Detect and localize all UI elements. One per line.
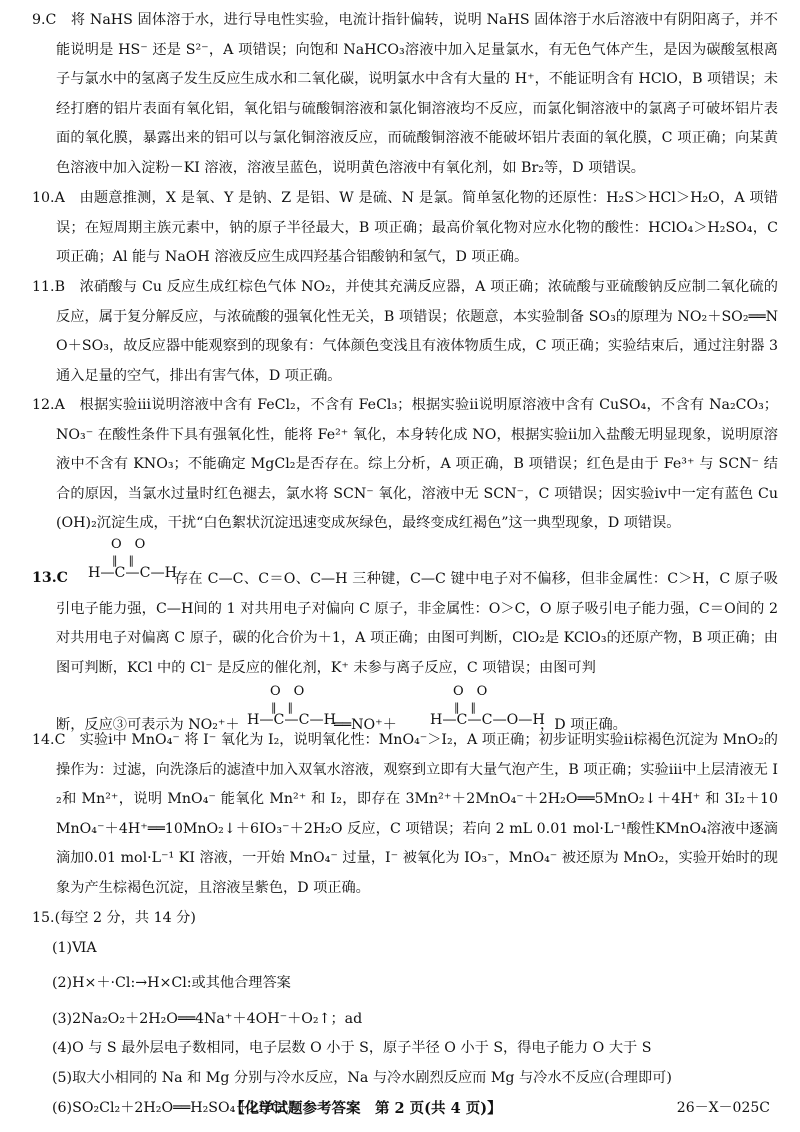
- answer-13-label: 13.C: [32, 570, 68, 586]
- answer-13: [32, 536, 778, 741]
- answer-13-first-line: [32, 536, 778, 594]
- glyoxal-oxygen-atoms: O O: [111, 537, 146, 552]
- footer-title: 【化学试题参考答案 第 2 页(共 4 页)】: [230, 1100, 502, 1117]
- glyoxal-chain: H—C—C—H: [88, 565, 178, 581]
- answer-10: [32, 184, 778, 273]
- answer-9-text: 9.C 将 NaHS 固体溶于水，进行导电性实验，电流计指针偏转，说明 NaHS 固体溶于水后溶液中有阴阳离子，并不能说明是 HS⁻ 还是 S²⁻，A 项错误；向饱和 NaHCO₃溶液中加入足量氯水，有无色气体产生，是因为碳酸氢根离子与氯水中的氢离子发生反应生成水和二氧化碳，说明氯水中含有大量的 H⁺，不能证明含有 HClO，B 项错误；未经打磨的铝片表面有氧化铝，氧化铝与硫酸铜溶液和氯化铜溶液均不反应，而氯化铜溶液中的氯离子可破坏铝片表面的氧化膜，暴露出来的铝可以与氯化铜溶液反应，而硫酸铜溶液不能破坏铝片表面的氧化膜，C 项正确；向某黄色溶液中加入淀粉－KI 溶液，溶液呈蓝色，说明黄色溶液中有氧化剂，如 Br₂等，D 项错误。: [32, 12, 778, 176]
- answer-15-part-2: (2)H×＋·Cl:→H×Cl:或其他合理答案: [52, 975, 291, 992]
- reactant-oxygen-atoms: O O: [270, 684, 305, 700]
- page-footer: [0, 1094, 800, 1124]
- answer-11-text: 11.B 浓硝酸与 Cu 反应生成红棕色气体 NO₂，并使其充满反应器，A 项正确；浓硫酸与亚硫酸钠反应制二氧化硫的反应，属于复分解反应，与浓硫酸的强氧化性无关，B 项错误；依题意，本实验制备 SO₃的原理为 NO₂＋SO₂══NO＋SO₃，故反应器中能观察到的现象有：气体颜色变浅且有液体物质生成，C 项正确；实验结束后，通过注射器 3 通入足量的空气，排出有害气体，D 项正确。: [32, 279, 778, 384]
- answer-12: [32, 391, 778, 539]
- product-double-bonds: ‖ ‖: [454, 701, 476, 715]
- glyoxal-double-bonds: ‖ ‖: [112, 554, 134, 567]
- answer-13-text: 存在 C—C、C＝O、C—H 三种键，C—C 键中电子对不偏移，但非金属性：C＞H，C 原子吸引电子能力强，C—H间的 1 对共用电子对偏向 C 原子，非金属性：O＞C，O 原子吸引电子能力强，C＝O间的 2 对共用电子对偏离 C 原子，碳的化合价为＋1，A 项正确；由图可判断，ClO₂是 KClO₃的还原产物，B 项正确；由图可判断，KCl 中的 Cl⁻ 是反应的催化剂，K⁺ 未参与离子反应，C 项错误；由图可判: [56, 571, 778, 676]
- equation-arrow-nitrosonium: ══NO⁺＋: [334, 717, 397, 734]
- answer-11: [32, 273, 778, 391]
- footer-code: 26－X－025C: [676, 1100, 770, 1116]
- reactant-chain: H—C—C—H: [247, 712, 337, 729]
- answer-15-part-1: (1)ⅥA: [52, 939, 97, 956]
- answer-9: [32, 6, 778, 184]
- product-chain: H—C—C—O—H: [430, 712, 545, 729]
- reactant-double-bonds: ‖ ‖: [271, 701, 293, 715]
- equation-reactants: 断，反应③可表示为 NO₂⁺＋: [56, 717, 240, 734]
- answer-15: [32, 904, 778, 1123]
- answer-14-text: 14.C 实验ⅰ中 MnO₄⁻ 将 I⁻ 氧化为 I₂，说明氧化性：MnO₄⁻＞I₂，A 项正确；初步证明实验ⅱ棕褐色沉淀为 MnO₂的操作为：过滤，向洗涤后的滤渣中加入双氧水溶液，观察到立即有大量气泡产生，B 项正确；实验ⅲ中上层清液无 I₂和 Mn²⁺，说明 MnO₄⁻ 能氧化 Mn²⁺ 和 I₂，即存在 3Mn²⁺＋2MnO₄⁻＋2H₂O══5MnO₂↓＋4H⁺ 和 3I₂＋10MnO₄⁻＋4H⁺══10MnO₂↓＋6IO₃⁻＋2H₂O 反应，C 项错误；若向 2 mL 0.01 mol·L⁻¹酸性KMnO₄溶液中逐滴滴加0.01 mol·L⁻¹ KI 溶液，一开始 MnO₄⁻ 过量，I⁻ 被氧化为 IO₃⁻，MnO₄⁻ 被还原为 MnO₂，实验开始时的现象为产生棕褐色沉淀，且溶液呈紫色，D 项正确。: [32, 732, 778, 896]
- answer-15-part-5: (5)取大小相同的 Na 和 Mg 分别与冷水反应，Na 与冷水剧烈反应而 Mg 与冷水不反应(合理即可): [52, 1069, 672, 1086]
- answer-14: [32, 726, 778, 904]
- answer-15-heading: 15.(每空 2 分，共 14 分): [32, 910, 196, 926]
- answer-15-part-3: (3)2Na₂O₂＋2H₂O══4Na⁺＋4OH⁻＋O₂↑；ad: [52, 1010, 363, 1027]
- answer-12-text: 12.A 根据实验ⅲ说明溶液中含有 FeCl₂，不含有 FeCl₃；根据实验ⅱ说明原溶液中含有 CuSO₄，不含有 Na₂CO₃；NO₃⁻ 在酸性条件下具有强氧化性，能将 Fe²⁺ 氧化，本身转化成 NO，根据实验ⅱ加入盐酸无明显现象，说明原溶液中不含有 KNO₃；不能确定 MgCl₂是否存在。综上分析，A 项正确，B 项错误；红色是由于 Fe³⁺ 与 SCN⁻ 结合的原因，当氯水过量时红色褪去，氯水将 SCN⁻ 氧化，溶液中无 SCN⁻，C 项错误；因实验ⅳ中一定有蓝色 Cu(OH)₂沉淀生成，干扰“白色絮状沉淀迅速变成灰绿色，最终变成红褐色”这一典型现象，D 项错误。: [32, 397, 778, 532]
- product-oxygen-atoms: O O: [453, 684, 488, 700]
- answer-10-text: 10.A 由题意推测，X 是氧、Y 是钠、Z 是铝、W 是硫、N 是氯。简单氢化物的还原性：H₂S＞HCl＞H₂O，A 项错误；在短周期主族元素中，钠的原子半径最大，B 项正确；最高价氧化物对应水化物的酸性：HClO₄＞H₂SO₄，C 项正确；Al 能与 NaOH 溶液反应生成四羟基合铝酸钠和氢气，D 项正确。: [32, 190, 778, 266]
- answer-15-part-6: (6)SO₂Cl₂＋2H₂O══H₂SO₄＋2HCl↑: [52, 1099, 299, 1116]
- equation-conclusion: ，D 项正确。: [540, 717, 627, 734]
- answer-15-part-4: (4)O 与 S 最外层电子数相同，电子层数 O 小于 S，原子半径 O 小于 S，得电子能力 O 大于 S: [52, 1040, 652, 1057]
